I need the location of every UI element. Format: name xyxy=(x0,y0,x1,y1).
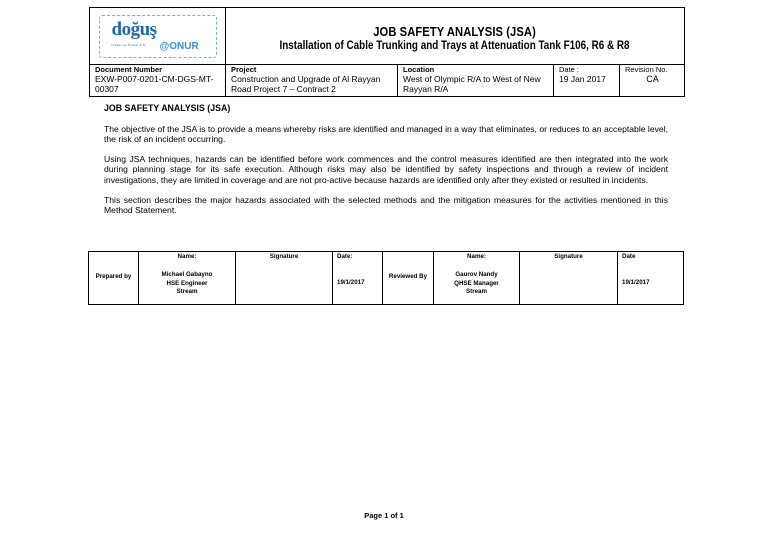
reviewed-name: Gaurov Nandy xyxy=(455,271,498,278)
signature-table xyxy=(88,251,684,305)
paragraph-scope: This section describes the major hazards associated with the selected methods and the mitigation measures for the activities mentioned in this Method Statement. xyxy=(104,194,668,216)
reviewed-role: QHSE Manager xyxy=(454,279,499,287)
paragraph-techniques: Using JSA techniques, hazards can be identified before work commences and the control measures identified are then integrated into the work during planning stage for its safe execution. Although risks may also be identified by safety inspections and through a review of incident investigations, they are limited in coverage and are not pro-active because hazards are identified only after they existed or resulted in incidents. xyxy=(104,153,668,185)
reviewed-name-label: Name: xyxy=(467,253,486,260)
reviewed-date-label: Date xyxy=(622,253,636,260)
reviewed-by-label: Reviewed By xyxy=(388,273,428,280)
document-header xyxy=(89,7,685,97)
title-cell xyxy=(226,8,684,64)
onur-logo: @ONUR xyxy=(159,40,199,52)
project-cell xyxy=(226,65,398,96)
company-logos xyxy=(99,15,217,58)
revision-label: Revision No. xyxy=(625,65,668,74)
revision-cell xyxy=(620,65,684,96)
paragraph-objective: The objective of the JSA is to provide a means whereby risks are identified and managed in a way that eliminates, or reduces to an acceptable level, the risk of an incident occurring. xyxy=(104,123,668,145)
reviewed-name-cell xyxy=(434,252,520,304)
date-cell xyxy=(554,65,620,96)
document-meta-row xyxy=(90,65,684,96)
prepared-signature-label: Signature xyxy=(269,253,299,260)
document-number-cell xyxy=(90,65,226,96)
reviewed-name-block xyxy=(434,271,519,297)
document-number-value: EXW-P007-0201-CM-DGS-MT-00307 xyxy=(95,74,214,94)
prepared-by-label: Prepared by xyxy=(95,273,132,280)
project-label: Project xyxy=(231,65,257,74)
reviewed-date-value: 19/1/2017 xyxy=(622,279,650,286)
section-heading: JOB SAFETY ANALYSIS (JSA) xyxy=(104,103,231,113)
location-value: West of Olympic R/A to West of New Rayyan R/A xyxy=(403,74,541,94)
document-title: JOB SAFETY ANALYSIS (JSA) xyxy=(373,24,537,39)
reviewed-org: Stream xyxy=(466,288,487,296)
project-value: Construction and Upgrade of Al Rayyan Road Project 7 – Contract 2 xyxy=(231,74,381,94)
prepared-name-cell xyxy=(139,252,236,304)
prepared-by-cell xyxy=(89,252,139,304)
prepared-name: Michael Gabayno xyxy=(161,271,213,278)
logo-cell xyxy=(90,8,226,64)
prepared-date-value: 19/1/2017 xyxy=(337,279,365,286)
prepared-name-label: Name: xyxy=(177,253,197,260)
prepared-role: HSE Engineer xyxy=(166,279,208,287)
page-number: Page 1 of 1 xyxy=(364,511,404,520)
prepared-date-cell xyxy=(333,252,383,304)
location-label: Location xyxy=(403,65,435,74)
reviewed-signature-cell xyxy=(520,252,618,304)
document-body xyxy=(104,103,668,225)
prepared-date-label: Date: xyxy=(337,253,353,260)
prepared-org: Stream xyxy=(176,288,198,296)
date-value: 19 Jan 2017 xyxy=(559,74,606,84)
reviewed-signature-label: Signature xyxy=(554,253,583,260)
document-subtitle: Installation of Cable Trunking and Trays at Attenuation Tank F106, R6 & R8 xyxy=(279,40,631,52)
dogus-logo: doğuş xyxy=(111,18,157,40)
location-cell xyxy=(398,65,554,96)
reviewed-by-cell xyxy=(383,252,434,304)
prepared-signature-cell xyxy=(236,252,333,304)
document-number-label: Document Number xyxy=(95,65,163,74)
revision-value: CA xyxy=(646,74,659,84)
reviewed-date-cell xyxy=(618,252,683,304)
prepared-name-block xyxy=(139,271,235,297)
dogus-logo-subtitle: İnşaat ve Ticaret A.Ş. xyxy=(111,42,147,47)
date-label: Date : xyxy=(559,65,580,74)
